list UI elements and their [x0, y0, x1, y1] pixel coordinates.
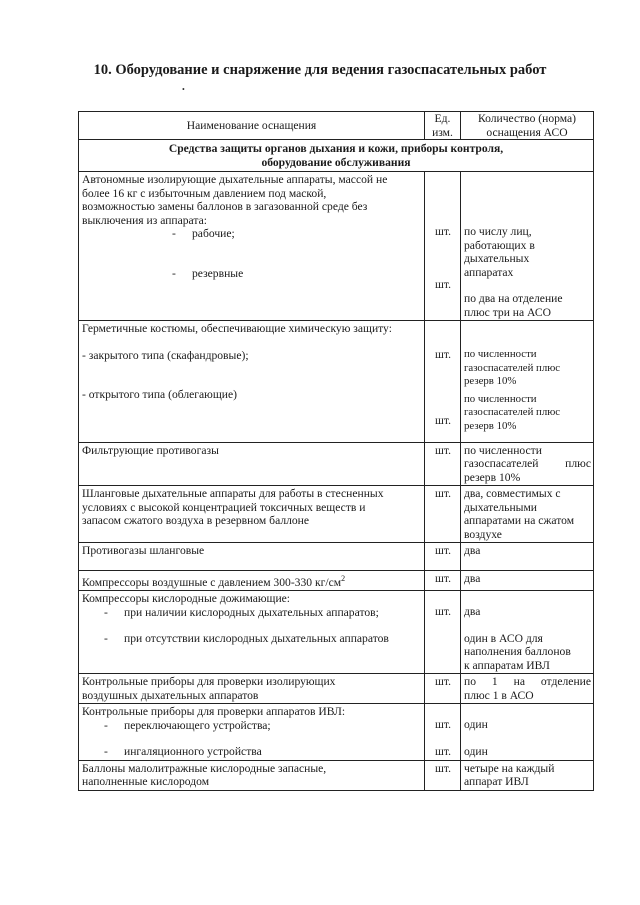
- qty-line: два: [464, 605, 481, 619]
- table-row: [79, 321, 594, 443]
- qty-line: наполнения баллонов: [464, 645, 571, 659]
- header-qty-line1: Количество (норма): [477, 112, 577, 125]
- table-row: [79, 486, 594, 543]
- row-name: [79, 704, 425, 761]
- row-quantity: два: [461, 571, 594, 591]
- row-name-line: наполненные кислородом: [82, 775, 210, 789]
- header-row: [79, 112, 594, 140]
- sub-item: [82, 606, 422, 620]
- qty-line: резерв 10%: [464, 419, 517, 432]
- qty-line: дыхательных: [464, 252, 530, 265]
- qty-line: резерв 10%: [464, 470, 521, 484]
- qty-line: по 1 на отделение: [464, 675, 591, 689]
- row-name-text: Компрессоры воздушные с давлением 300-330 кг/см: [82, 575, 342, 589]
- table-row: [79, 571, 594, 591]
- qty-line: аппаратах: [464, 265, 514, 279]
- row-unit: шт.: [425, 543, 461, 571]
- row-name-line: возможностью замены баллонов в загазованной среде без: [82, 200, 368, 213]
- row-unit: шт.: [425, 442, 461, 486]
- qty-line: два, совместимых с: [464, 487, 561, 500]
- row-name-line: Герметичные костюмы, обеспечивающие химическую защиту:: [82, 322, 392, 335]
- unit-value: шт.: [434, 744, 452, 758]
- row-unit: шт.: [425, 674, 461, 704]
- table-row: [79, 442, 594, 486]
- dash: -: [104, 632, 108, 646]
- table-row: [79, 760, 594, 790]
- qty-line: аппаратами на сжатом: [464, 514, 575, 527]
- qty-line: к аппаратам ИВЛ: [464, 658, 550, 672]
- sub-label: при наличии кислородных дыхательных аппаратов;: [124, 605, 379, 619]
- sub-item: [82, 632, 422, 646]
- dash: -: [104, 605, 108, 619]
- qty-line: по численности: [464, 392, 537, 405]
- row-name-line: Баллоны малолитражные кислородные запасные,: [82, 761, 327, 775]
- row-name: Фильтрующие противогазы: [79, 442, 425, 486]
- page-title: 10. Оборудование и снаряжение для ведения газоспасательных работ: [93, 62, 547, 78]
- dash: -: [172, 266, 176, 280]
- qty-line: воздухе: [464, 527, 502, 541]
- row-unit: [425, 591, 461, 674]
- qty-line: газоспасателей плюс: [464, 406, 561, 418]
- header-unit: [425, 112, 461, 140]
- header-name: Наименование оснащения: [79, 112, 425, 140]
- qty-line: работающих в: [464, 238, 535, 252]
- qty-line: газоспасателей плюс: [464, 457, 591, 470]
- qty-line: четыре на каждый: [464, 761, 555, 775]
- sub-label: при отсутствии кислородных дыхательных аппаратов: [124, 632, 389, 646]
- qty-line: по численности: [464, 348, 537, 360]
- table-row: [79, 704, 594, 761]
- qty-line: плюс три на АСО: [464, 305, 551, 319]
- header-unit-line1: Ед.: [434, 112, 451, 125]
- row-unit: шт.: [425, 571, 461, 591]
- table-row: [79, 591, 594, 674]
- sub-item: [82, 227, 422, 241]
- row-name-line: запасом сжатого воздуха в резервном баллоне: [82, 514, 310, 527]
- table-row: [79, 543, 594, 571]
- row-quantity: [461, 760, 594, 790]
- superscript: 2: [341, 574, 346, 583]
- row-name: [79, 321, 425, 443]
- sub-label: рабочие;: [192, 227, 235, 240]
- row-name-line: Автономные изолирующие дыхательные аппараты, массой не: [82, 173, 388, 186]
- row-unit: шт.: [425, 486, 461, 543]
- sub-item: [82, 267, 422, 281]
- row-name-line: выключения из аппарата:: [82, 213, 207, 227]
- unit-value: шт.: [434, 225, 452, 238]
- table-row: [79, 674, 594, 704]
- row-name: Противогазы шланговые: [79, 543, 425, 571]
- row-name-line: Контрольные приборы для проверки аппаратов ИВЛ:: [82, 705, 346, 719]
- row-name: [79, 172, 425, 321]
- unit-value: шт.: [434, 413, 452, 427]
- qty-line: один: [464, 744, 488, 758]
- header-quantity: [461, 112, 594, 140]
- row-name-line: более 16 кг с избыточным давлением под маской,: [82, 186, 327, 200]
- section-line1: Средства защиты органов дыхания и кожи, приборы контроля,: [168, 142, 504, 155]
- row-quantity: [461, 486, 594, 543]
- qty-line: аппарат ИВЛ: [464, 775, 529, 789]
- header-unit-line2: изм.: [432, 125, 453, 139]
- section-title: [79, 140, 594, 172]
- qty-line: газоспасателей плюс: [464, 361, 561, 374]
- row-name: [79, 591, 425, 674]
- row-name-line: Контрольные приборы для проверки изолирующих: [82, 675, 336, 689]
- row-unit: шт.: [425, 760, 461, 790]
- table-row: [79, 172, 594, 321]
- row-name-line: Компрессоры кислородные дожимающие:: [82, 592, 291, 606]
- row-name-line: условиях с высокой концентрацией токсичных веществ и: [82, 500, 366, 514]
- dash: -: [104, 718, 108, 732]
- section-line2: оборудование обслуживания: [261, 155, 411, 169]
- sub-item: [82, 745, 422, 759]
- sub-label: - открытого типа (облегающие): [82, 388, 237, 401]
- speck: •: [182, 85, 185, 94]
- sub-label: переключающего устройства;: [124, 718, 271, 732]
- unit-value: шт.: [434, 718, 452, 732]
- row-name: [79, 674, 425, 704]
- unit-value: шт.: [434, 605, 452, 619]
- row-unit: [425, 321, 461, 443]
- row-quantity: [461, 172, 594, 321]
- row-quantity: [461, 674, 594, 704]
- qty-line: по числу лиц,: [464, 225, 532, 238]
- row-quantity: [461, 321, 594, 443]
- qty-line: один: [464, 718, 488, 732]
- row-name: [79, 571, 425, 591]
- unit-value: шт.: [434, 348, 452, 361]
- row-quantity: два: [461, 543, 594, 571]
- sub-label: - закрытого типа (скафандровые);: [82, 348, 249, 362]
- sub-label: ингаляционного устройства: [124, 745, 262, 759]
- equipment-table: [78, 111, 594, 791]
- row-unit: [425, 172, 461, 321]
- sub-item: [82, 719, 422, 733]
- row-name: [79, 760, 425, 790]
- row-name-line: Шланговые дыхательные аппараты для работы в стесненных: [82, 487, 384, 500]
- row-quantity: [461, 704, 594, 761]
- qty-line: дыхательными: [464, 500, 537, 514]
- qty-line: по два на отделение: [464, 292, 563, 305]
- row-name: [79, 486, 425, 543]
- section-row: [79, 140, 594, 172]
- row-unit: [425, 704, 461, 761]
- row-name-line: воздушных дыхательных аппаратов: [82, 688, 259, 702]
- row-quantity: [461, 591, 594, 674]
- qty-line: по численности: [464, 443, 542, 457]
- qty-line: резерв 10%: [464, 375, 517, 387]
- qty-line: плюс 1 в АСО: [464, 688, 534, 702]
- header-qty-line2: оснащения АСО: [486, 125, 568, 139]
- sub-label: резервные: [192, 266, 244, 280]
- qty-line: один в АСО для: [464, 631, 543, 645]
- dash: -: [104, 745, 108, 759]
- dash: -: [172, 227, 176, 240]
- row-quantity: [461, 442, 594, 486]
- unit-value: шт.: [434, 277, 452, 291]
